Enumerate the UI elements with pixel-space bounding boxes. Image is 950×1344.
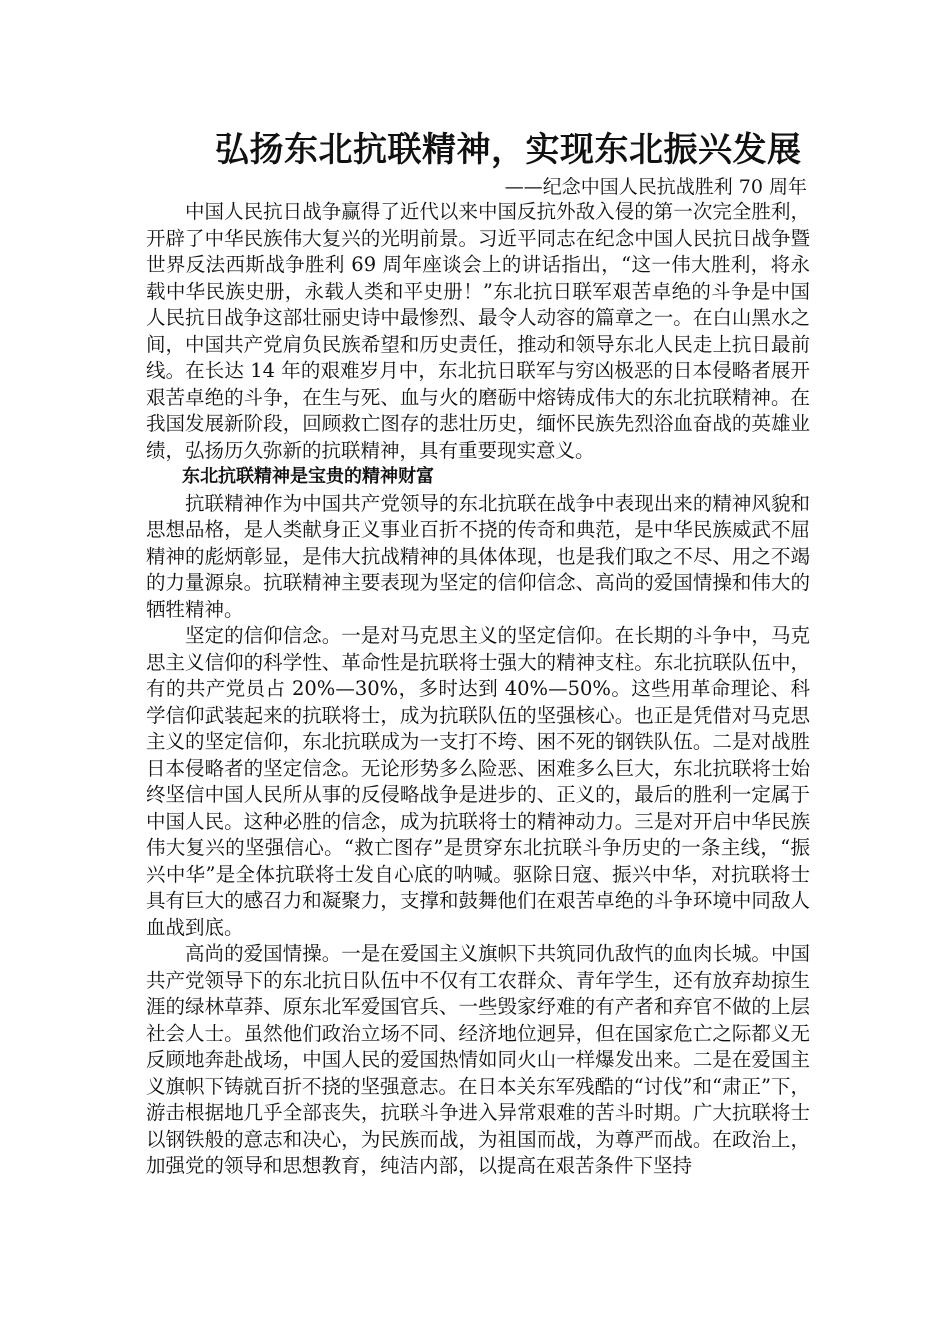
document-body [146, 199, 810, 1180]
section-paragraph: 坚定的信仰信念。一是对马克思主义的坚定信仰。在长期的斗争中，马克思主义信仰的科学性、革命性是抗联将士强大的精神支柱。东北抗联队伍中，有的共产党员占 20%—30%，多时达到 40%—50%。这些用革命理论、科学信仰武装起来的抗联将士，成为抗联队伍的坚强核心。也正是凭借对马克思主义的坚定信仰，东北抗联成为一支打不垮、困不死的钢铁队伍。二是对战胜日本侵略者的坚定信念。无论形势多么险恶、困难多么巨大，东北抗联将士始终坚信中国人民所从事的反侵略战争是进步的、正义的，最后的胜利一定属于中国人民。这种必胜的信念，成为抗联将士的精神动力。三是对开启中华民族伟大复兴的坚强信心。“救亡图存”是贯穿东北抗联斗争历史的一条主线，“振兴中华”是全体抗联将士发自心底的呐喊。驱除日寇、振兴中华，对抗联将士具有巨大的感召力和凝聚力，支撑和鼓舞他们在艰苦卓绝的斗争环境中同敌人血战到底。 [146, 624, 810, 939]
section-heading: 东北抗联精神是宝贵的精神财富 [182, 466, 434, 487]
section-paragraph: 抗联精神作为中国共产党领导的东北抗联在战争中表现出来的精神风貌和思想品格，是人类献身正义事业百折不挠的传奇和典范，是中华民族威武不屈精神的彪炳彰显，是伟大抗战精神的具体体现，也是我们取之不尽、用之不竭的力量源泉。抗联精神主要表现为坚定的信仰信念、高尚的爱国情操和伟大的牺牲精神。 [146, 491, 810, 621]
document-subtitle: ——纪念中国人民抗战胜利 70 周年 [504, 176, 807, 198]
document-title: 弘扬东北抗联精神，实现东北振兴发展 [215, 130, 802, 170]
section-paragraph: 高尚的爱国情操。一是在爱国主义旗帜下共筑同仇敌忾的血肉长城。中国共产党领导下的东北抗日队伍中不仅有工农群众、青年学生，还有放弃劫掠生涯的绿林草莽、原东北军爱国官兵、一些毁家纾难的有产者和弃官不做的上层社会人士。虽然他们政治立场不同、经济地位迥异，但在国家危亡之际都义无反顾地奔赴战场，中国人民的爱国热情如同火山一样爆发出来。二是在爱国主义旗帜下铸就百折不挠的坚强意志。在日本关东军残酷的“讨伐”和“肃正”下，游击根据地几乎全部丧失，抗联斗争进入异常艰难的苦斗时期。广大抗联将士以钢铁般的意志和决心，为民族而战，为祖国而战，为尊严而战。在政治上，加强党的领导和思想教育，纯洁内部，以提高在艰苦条件下坚持 [146, 942, 810, 1177]
intro-paragraph: 中国人民抗日战争赢得了近代以来中国反抗外敌入侵的第一次完全胜利，开辟了中华民族伟大复兴的光明前景。习近平同志在纪念中国人民抗日战争暨世界反法西斯战争胜利 69 周年座谈会上的讲话指出，“这一伟大胜利，将永载中华民族史册，永载人类和平史册！”东北抗日联军艰苦卓绝的斗争是中国人民抗日战争这部壮丽史诗中最惨烈、最令人动容的篇章之一。在白山黑水之间，中国共产党肩负民族希望和历史责任，推动和领导东北人民走上抗日最前线。在长达 14 年的艰难岁月中，东北抗日联军与穷凶极恶的日本侵略者展开艰苦卓绝的斗争，在生与死、血与火的磨砺中熔铸成伟大的东北抗联精神。在我国发展新阶段，回顾救亡图存的悲壮历史，缅怀民族先烈浴血奋战的英雄业绩，弘扬历久弥新的抗联精神，具有重要现实意义。 [146, 200, 810, 462]
